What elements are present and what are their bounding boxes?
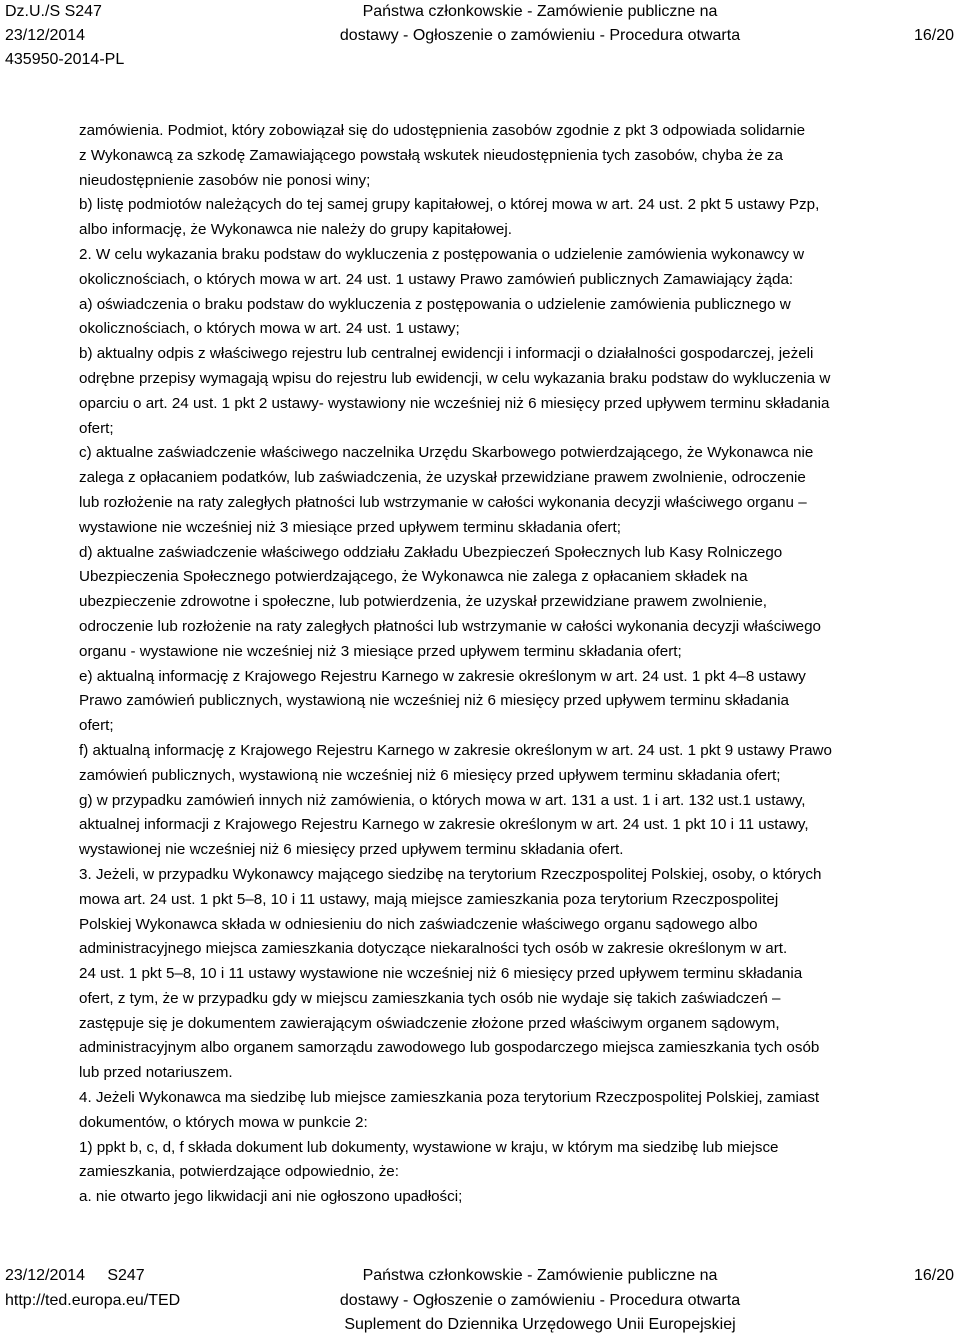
footer-date-series [5,1264,180,1289]
body-line: okolicznościach, o których mowa w art. 24 ust. 1 ustawy Prawo zamówień publicznych Zamawiający żąda: [79,270,794,288]
footer-reference [5,1264,180,1313]
body-line: zalega z opłacaniem podatków, lub zaświadczenia, że uzyskał przewidziane prawem zwolnienie, odroczenie [79,469,806,487]
body-line: 2. W celu wykazania braku podstaw do wykluczenia z postępowania o udzielenie zamówienia wykonawcy w [79,245,805,263]
body-line: 24 ust. 1 pkt 5–8, 10 i 11 ustawy wystawione nie wcześniej niż 6 miesięcy przed upływem terminu składania [79,965,803,983]
footer-url: http://ted.europa.eu/TED [5,1291,181,1309]
body-line: ubezpieczenie zdrowotne i społeczne, lub potwierdzenia, że uzyskał przewidziane prawem zwolnienie, [79,593,768,611]
body-line: ofert; [79,717,114,735]
body-line: Ubezpieczenia Społecznego potwierdzającego, że Wykonawca nie zalega z opłacaniem składek na [79,568,748,586]
footer-date: 23/12/2014 [5,1267,86,1284]
body-line: lub rozłożenie na raty zaległych płatności lub wstrzymanie w całości wykonania decyzji właściwego organu – [79,493,807,511]
body-line: oparciu o art. 24 ust. 1 pkt 2 ustawy- wystawiony nie wcześniej niż 6 miesięcy przed upływem terminu składania [79,394,830,412]
body-line: odrębne przepisy wymagają wpisu do rejestru lub ewidencji, w celu wykazania braku podstaw do wykluczenia w [79,369,831,387]
header-date: 23/12/2014 [5,27,86,44]
body-line: Prawo zamówień publicznych, wystawioną nie wcześniej niż 6 miesięcy przed upływem terminu składania [79,692,789,710]
body-line: f) aktualną informację z Krajowego Rejestru Karnego w zakresie określonym w art. 24 ust. 1 pkt 9 ustawy Prawo [79,741,832,759]
body-line: zamówienia. Podmiot, który zobowiązał się do udostępnienia zasobów zgodnie z pkt 3 odpowiada solidarnie [79,122,806,139]
body-line: dokumentów, o których mowa w punkcie 2: [79,1113,368,1131]
body-line: zastępuje się je dokumentem zawierającym oświadczenie złożone przed właściwym organem sądowym, [79,1014,780,1032]
body-line: administracyjnego miejsca zamieszkania dotyczące niekaralności tych osób w zakresie określonym w art. [79,940,788,958]
body-line: b) aktualny odpis z właściwego rejestru lub centralnej ewidencji i informacji o działalności gospodarczej, jeżeli [79,345,814,363]
journal-reference: Dz.U./S S247 [5,3,102,20]
footer-title [310,1264,770,1338]
body-line: zamówień publicznych, wystawioną nie wcześniej niż 6 miesięcy przed upływem terminu składania ofert; [79,766,781,784]
body-line: 4. Jeżeli Wykonawca ma siedzibę lub miejsce zamieszkania poza terytorium Rzeczpospolitej Polskiej, zamiast [79,1089,820,1107]
body-line: nieudostępnienie zasobów nie ponosi winy; [79,171,371,189]
body-line: organu - wystawione nie wcześniej niż 3 miesiące przed upływem terminu składania ofert; [79,642,682,660]
body-line: odroczenie lub rozłożenie na raty zaległych płatności lub wstrzymanie w całości wykonania decyzji właściwego [79,617,822,635]
body-line: g) w przypadku zamówień innych niż zamówienia, o których mowa w art. 131 a ust. 1 i art. 132 ust.1 ustawy, [79,791,806,809]
body-line: z Wykonawcą za szkodę Zamawiającego powstałą wskutek nieudostępnienia tych zasobów, chyba że za [79,146,783,164]
header-reference [5,0,124,72]
body-line: 3. Jeżeli, w przypadku Wykonawcy mającego siedzibę na terytorium Rzeczpospolitej Polskiej, osoby, o których [79,865,822,883]
body-line: lub przed notariuszem. [79,1064,233,1082]
header-page-number: 16/20 [913,27,954,44]
footer-title-line-1: Państwa członkowskie - Zamówienie publiczne na [362,1267,718,1284]
body-line: okolicznościach, o których mowa w art. 24 ust. 1 ustawy; [79,320,460,338]
body-line: d) aktualne zaświadczenie właściwego oddziału Zakładu Ubezpieczeń Społecznych lub Kasy Rolniczego [79,543,783,561]
body-line: a. nie otwarto jego likwidacji ani nie ogłoszono upadłości; [79,1188,463,1206]
footer-title-line-2: dostawy - Ogłoszenie o zamówieniu - Procedura otwarta [339,1291,741,1309]
document-body [79,119,959,1210]
body-line: wystawione nie wcześniej niż 3 miesiące przed upływem terminu składania ofert; [79,518,621,536]
body-line: b) listę podmiotów należących do tej samej grupy kapitałowej, o której mowa w art. 24 ust. 2 pkt 5 ustawy Pzp, [79,196,820,214]
body-line: zamieszkania, potwierdzające odpowiednio, że: [79,1163,399,1181]
body-line: aktualnej informacji z Krajowego Rejestru Karnego w zakresie określonym w art. 24 ust. 1 pkt 10 i 11 ustawy, [79,816,809,834]
header-title [310,0,770,48]
body-line: c) aktualne zaświadczenie właściwego naczelnika Urzędu Skarbowego potwierdzającego, że Wykonawca nie [79,444,814,462]
header-title-line-1: Państwa członkowskie - Zamówienie publiczne na [362,3,718,20]
body-line: wystawionej nie wcześniej niż 6 miesięcy przed upływem terminu składania ofert. [79,841,624,859]
header-title-line-2: dostawy - Ogłoszenie o zamówieniu - Procedura otwarta [339,27,741,44]
footer-series: S247 [107,1267,145,1284]
notice-number: 435950-2014-PL [5,51,125,68]
body-line: ofert, z tym, że w przypadku gdy w miejscu zamieszkania tych osób nie wydaje się takich zaświadczeń – [79,989,781,1007]
body-line: 1) ppkt b, c, d, f składa dokument lub dokumenty, wystawione w kraju, w którym ma siedzibę lub miejsce [79,1138,779,1156]
body-line: e) aktualną informację z Krajowego Rejestru Karnego w zakresie określonym w art. 24 ust. 1 pkt 4–8 ustawy [79,667,806,685]
body-line: a) oświadczenia o braku podstaw do wykluczenia z postępowania o udzielenie zamówienia publicznego w [79,295,791,313]
body-line: ofert; [79,419,114,437]
body-line: albo informację, że Wykonawca nie należy do grupy kapitałowej. [79,221,512,239]
footer-title-line-3: Suplement do Dziennika Urzędowego Unii Europejskiej [344,1316,736,1333]
body-line: Polskiej Wykonawca składa w odniesieniu do nich zaświadczenie właściwego organu sądowego albo [79,915,758,933]
body-line: mowa art. 24 ust. 1 pkt 5–8, 10 i 11 ustawy, mają miejsce zamieszkania poza terytorium Rzeczpospolitej [79,890,779,908]
footer-page-number: 16/20 [913,1267,954,1284]
body-line: administracyjnym albo organem samorządu zawodowego lub gospodarczego miejsca zamieszkania tych osób [79,1039,820,1057]
